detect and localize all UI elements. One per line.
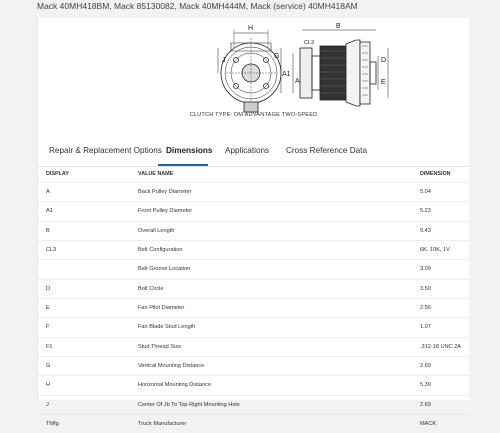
diagram-caption: CLUTCH TYPE: DM ADVANTAGE TWO-SPEED (189, 112, 318, 118)
cell-dimension: 3.09 (420, 266, 431, 273)
cell-value-name: Fan Pilot Diameter (138, 305, 185, 312)
cell-value-name: Center Of Jb To Top Right Mounting Hole (138, 401, 240, 408)
table-row (38, 182, 469, 201)
diagram-label-cl3: CL3 (304, 40, 315, 46)
diagram-label-j: J (222, 57, 226, 64)
cell-dimension: 5.04 (420, 189, 431, 195)
tab-repair-replacement-options[interactable]: Repair & Replacement Options (49, 146, 162, 155)
table-row (38, 395, 469, 414)
cell-dimension: 2.56 (420, 305, 431, 312)
cell-dimension: 9.43 (420, 227, 431, 234)
cell-display: F1 (46, 343, 53, 350)
diagram-label-a: A (295, 78, 300, 85)
cell-dimension: 6K, 10K, 1V (420, 247, 450, 254)
table-row (38, 240, 469, 259)
table-row (38, 259, 469, 278)
tab-bar (38, 136, 469, 167)
cell-dimension: 1.07 (420, 324, 431, 331)
cell-value-name: Truck Manufacturer (138, 421, 187, 428)
table-header (38, 166, 469, 182)
cell-display: A (46, 189, 50, 195)
cell-display: E (46, 305, 50, 312)
diagram-label-g: G (274, 53, 280, 60)
cell-value-name: Back Pulley Diameter (138, 189, 192, 195)
cell-display: CL3 (46, 247, 57, 254)
table-row (38, 317, 469, 336)
tab-applications[interactable]: Applications (225, 146, 270, 155)
table-row (38, 279, 469, 298)
cell-value-name: Overall Length (138, 227, 175, 234)
fan-clutch-diagram (38, 18, 469, 128)
diagram-label-b: B (336, 23, 341, 30)
cell-display: A1 (46, 208, 53, 215)
table-row (38, 356, 469, 375)
cell-display: B (46, 227, 50, 234)
cell-display: F (46, 324, 50, 331)
header-value-name: VALUE NAME (138, 171, 174, 177)
cell-value-name: Vertical Mounting Distance (138, 363, 205, 370)
table-row (38, 414, 469, 433)
front-view (218, 30, 281, 112)
cell-display: J (46, 401, 49, 408)
part-numbers-line: Mack 40MH418BM, Mack 85130082, Mack 40MH444M, Mack (service) 40MH418AM (37, 1, 358, 11)
cell-dimension: 2.69 (420, 401, 431, 408)
cell-display: G (46, 363, 51, 370)
cell-value-name: Stud Thread Size (138, 343, 182, 350)
cell-value-name: Horizontal Mounting Distance (138, 382, 212, 389)
diagram-label-d: D (381, 57, 387, 64)
cell-value-name: Front Pulley Diameter (138, 208, 193, 215)
cell-dimension: MACK (420, 421, 437, 428)
cell-dimension: 5.39 (420, 382, 431, 389)
cell-display: TMfg (46, 421, 59, 428)
tab-dimensions[interactable]: Dimensions (166, 146, 213, 155)
cell-dimension: .312-18 UNC 2A (420, 343, 462, 350)
diagram-label-a1: A1 (282, 71, 291, 78)
table-row (38, 201, 469, 220)
header-display: DISPLAY (46, 171, 69, 177)
cell-value-name: Belt Configuration (138, 247, 183, 254)
cell-dimension: 5.23 (420, 208, 431, 215)
cell-value-name: Bolt Circle (138, 285, 164, 292)
cell-value-name: Fan Blade Stud Length (138, 324, 196, 331)
cell-dimension: 3.50 (420, 285, 431, 292)
diagram-label-e: E (381, 79, 386, 86)
diagram-label-h: H (248, 25, 254, 32)
table-row (38, 375, 469, 394)
table-row (38, 221, 469, 240)
header-dimension: DIMENSION (420, 171, 451, 177)
tab-cross-reference-data[interactable]: Cross Reference Data (286, 146, 367, 155)
cell-display: D (46, 285, 51, 292)
product-card (37, 18, 469, 428)
cell-dimension: 2.69 (420, 363, 431, 370)
cell-display: H (46, 382, 51, 389)
table-row (38, 298, 469, 317)
dimensions-table (38, 166, 469, 433)
table-row (38, 337, 469, 356)
cell-value-name: Belt Groove Location (138, 266, 191, 273)
